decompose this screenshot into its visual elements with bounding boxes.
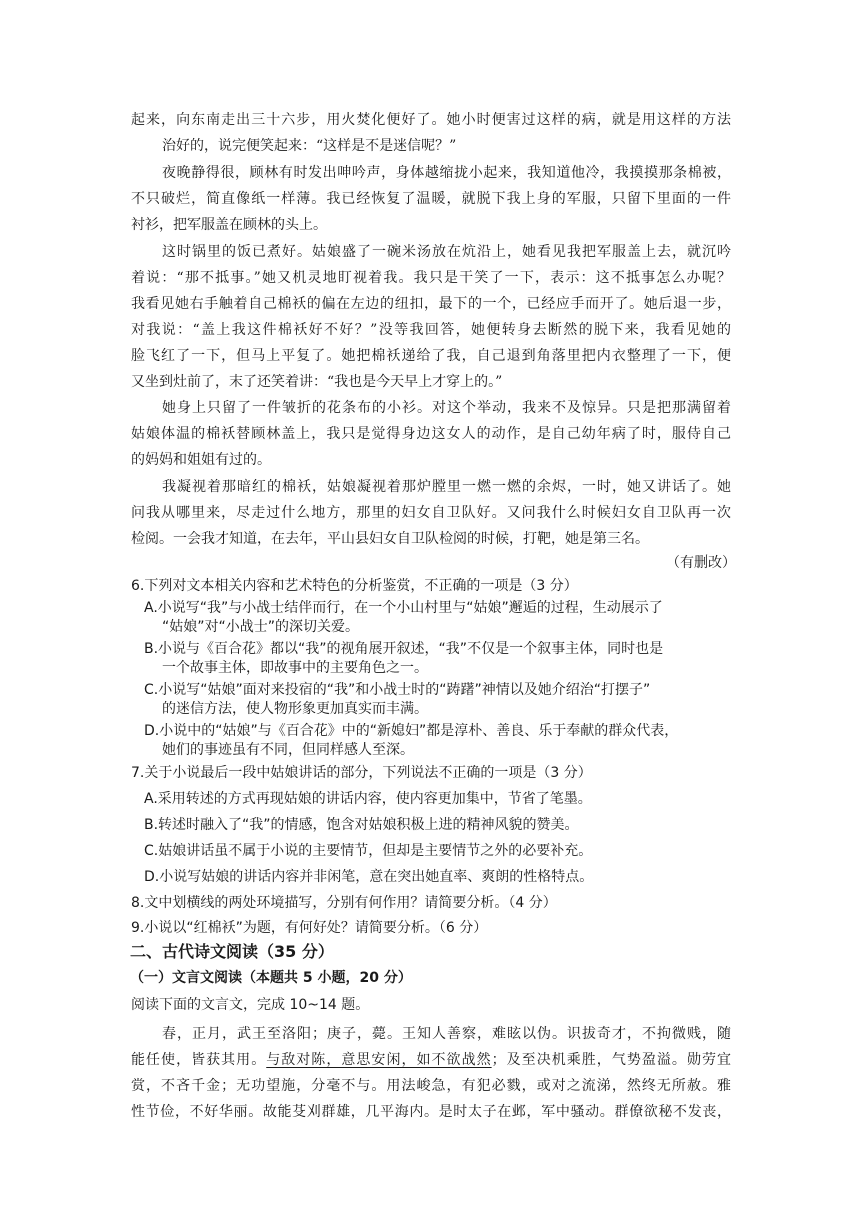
revision-note: （有删改） — [666, 555, 736, 571]
q6-option-a: A.小说写“我”与小战士结伴而行，在一个小山村里与“姑娘”邂逅的过程，生动展示了 — [144, 600, 663, 616]
q7-option-b: B.转述时融入了“我”的情感，饱含对姑娘积极上进的精神风貌的赞美。 — [144, 817, 579, 833]
story-line: 问我从哪里来，尽走过什么地方，那里的妇女自卫队好。又问我什么时候妇女自卫队再一次 — [131, 505, 731, 521]
q7-option-c: C.姑娘讲话虽不属于小说的主要情节，但却是主要情节之外的必要补充。 — [144, 843, 593, 859]
section-2-subtitle: （一）文言文阅读（本题共 5 小题，20 分） — [130, 970, 412, 986]
story-line: 对我说：“盖上我这件棉袄好不好？”没等我回答，她便转身去断然的脱下来，我看见她的 — [131, 322, 731, 338]
story-line: 不只破烂，简直像纸一样薄。我已经恢复了温暖，就脱下我上身的军服，只留下里面的一件 — [131, 191, 731, 207]
underlined-sentence: 与敌对陈，意思安闲，如不欲战然 — [266, 1052, 492, 1068]
story-line: 她身上只留了一件皱折的花条布的小衫。对这个举动，我来不及惊异。只是把那满留着 — [162, 400, 731, 416]
story-line: 治好的，说完便笑起来：“这样是不是迷信呢？” — [162, 138, 457, 154]
q6-option-a-cont: “姑娘”对“小战士”的深切关爱。 — [162, 619, 360, 635]
q7-option-a: A.采用转述的方式再现姑娘的讲话内容，使内容更加集中，节省了笔墨。 — [144, 791, 592, 807]
q6-option-b-cont: 一个故事主体，即故事中的主要角色之一。 — [162, 660, 428, 676]
q6-option-c-cont: 的迷信方法，使人物形象更加真实而丰满。 — [162, 701, 428, 717]
q7-option-d: D.小说写姑娘的讲话内容并非闲笔，意在突出她直率、爽朗的性格特点。 — [144, 869, 594, 885]
q6-option-c: C.小说写“姑娘”面对来投宿的“我”和小战士时的“踌躇”神情以及她介绍治“打摆子” — [144, 682, 651, 698]
story-line: 检阅。一会我才知道，在去年，平山县妇女自卫队检阅的时候，打靶，她是第三名。 — [131, 531, 649, 547]
story-line: 的妈妈和姐姐有过的。 — [131, 452, 271, 468]
passage-line — [131, 1050, 731, 1070]
q6-option-b: B.小说与《百合花》都以“我”的视角展开叙述，“我”不仅是一个叙事主体，同时也是 — [144, 641, 664, 657]
passage-line: 赏，不吝千金；无功望施，分毫不与。用法峻急，有犯必戮，或对之流涕，然终无所赦。雅 — [131, 1078, 731, 1094]
passage-instruction: 阅读下面的文言文，完成 10~14 题。 — [131, 997, 370, 1013]
story-line: 我看见她右手触着自己棉袄的偏在左边的纽扣，最下的一个，已经应手而开了。她后退一步， — [131, 296, 731, 312]
q6-option-d: D.小说中的“姑娘”与《百合花》中的“新媳妇”都是淳朴、善良、乐于奉献的群众代表， — [144, 723, 679, 739]
question-7-stem: 7.关于小说最后一段中姑娘讲话的部分，下列说法不正确的一项是（3 分） — [131, 765, 592, 781]
story-line: 又坐到灶前了，末了还笑着讲：“我也是今天早上才穿上的。” — [131, 374, 503, 390]
passage-line: 性节俭，不好华丽。故能芟刈群雄，几平海内。是时太子在邺，军中骚动。群僚欲秘不发丧， — [131, 1104, 731, 1120]
question-6-stem: 6.下列对文本相关内容和艺术特色的分析鉴赏，不正确的一项是（3 分） — [131, 578, 578, 594]
passage-text: ；及至决机乘胜，气势盈溢。勋劳宜 — [491, 1052, 731, 1068]
story-line: 起来，向东南走出三十六步，用火焚化便好了。她小时便害过这样的病，就是用这样的方法 — [131, 112, 731, 128]
story-line: 衬衫，把军服盖在顾林的头上。 — [131, 217, 327, 233]
story-line: 这时锅里的饭已煮好。姑娘盛了一碗米汤放在炕沿上，她看见我把军服盖上去，就沉吟 — [162, 244, 731, 260]
question-9: 9.小说以“红棉袄”为题，有何好处？请简要分析。（6 分） — [131, 920, 488, 936]
q6-option-d-cont: 她们的事迹虽有不同，但同样感人至深。 — [162, 742, 414, 758]
passage-text: 能任使，皆获其用。 — [131, 1052, 267, 1068]
story-line: 夜晚静得很，顾林有时发出呻吟声，身体越缩拢小起来，我知道他冷，我摸摸那条棉被， — [162, 165, 731, 181]
story-line: 脸飞红了一下，但马上平复了。她把棉袄递给了我，自己退到角落里把内衣整理了一下，便 — [131, 348, 731, 364]
story-line: 我凝视着那暗红的棉袄，姑娘凝视着那炉膛里一燃一燃的余烬，一时，她又讲话了。她 — [162, 479, 731, 495]
section-2-title: 二、古代诗文阅读（35 分） — [130, 942, 334, 961]
story-line: 着说：“那不抵事。”她又机灵地盯视着我。我只是干笑了一下，表示：这不抵事怎么办呢？ — [131, 270, 731, 286]
passage-line: 春，正月，武王至洛阳；庚子，薨。王知人善察，难眩以伪。识拔奇才，不拘微贱，随 — [162, 1026, 731, 1042]
story-line: 姑娘体温的棉袄替顾林盖上，我只是觉得身边这女人的动作，是自己幼年病了时，服侍自己 — [131, 426, 731, 442]
question-8: 8.文中划横线的两处环境描写，分别有何作用？请简要分析。（4 分） — [131, 895, 557, 911]
